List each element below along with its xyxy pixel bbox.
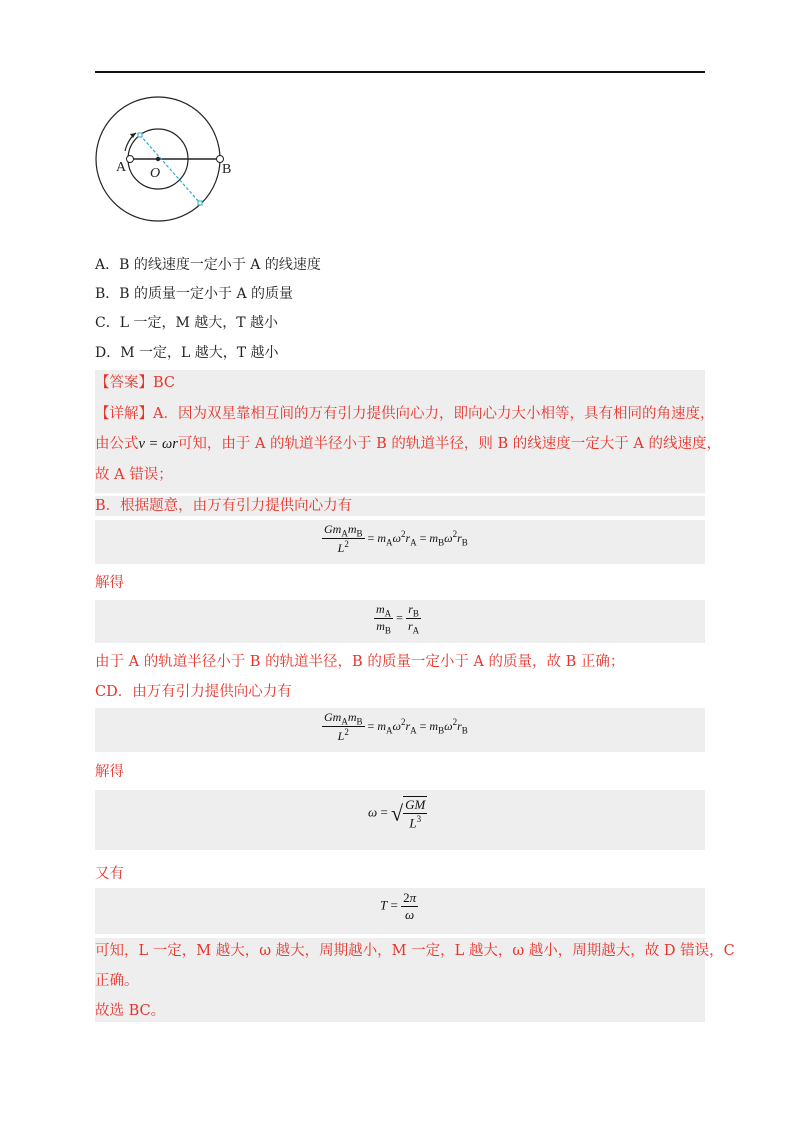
star-b-rotated — [198, 201, 202, 205]
equation-3: $\frac{Gm_Am_B}{L^2}$ = $m_A\omega^2r_A = m_B\omega^2r_B$ — [324, 710, 468, 744]
answer-label: 【答案】BC — [95, 375, 176, 391]
answer-block — [95, 370, 705, 493]
label-o: O — [150, 166, 161, 181]
option-b: B．B 的质量一定小于 A 的质量 — [95, 286, 294, 302]
detail-line-2 — [95, 434, 721, 454]
option-c: C．L 一定，M 越大，T 越小 — [95, 315, 279, 331]
solve-label-2: 解得 — [95, 764, 124, 780]
final-line-3: 故选 BC。 — [95, 1003, 166, 1019]
b-intro: B．根据题意，由万有引力提供向心力有 — [95, 496, 705, 516]
binary-star-diagram — [92, 95, 252, 225]
dashed-rotated-line — [140, 135, 200, 203]
star-a-rotated — [138, 133, 142, 137]
label-a: A — [116, 160, 127, 175]
header-rule — [95, 71, 705, 73]
formula-suffix: 可知，由于 A 的轨道半径小于 B 的轨道半径，则 B 的线速度一定大于 A 的线速度， — [177, 436, 721, 452]
equation-1: $\frac{Gm_Am_B}{L^2}$ = $m_A\omega^2r_A = m_B\omega^2r_B$ — [324, 522, 468, 556]
option-d: D．M 一定，L 越大，T 越小 — [95, 345, 279, 361]
equation-2: $\frac{m_A}{m_B}$ = $\frac{r_B}{r_A}$ — [376, 602, 420, 636]
solve-label-1: 解得 — [95, 575, 124, 591]
final-line-2: 正确。 — [95, 973, 139, 989]
option-a: A．B 的线速度一定小于 A 的线速度 — [95, 257, 321, 273]
detail-line-1: 【详解】A．因为双星靠相互间的万有引力提供向心力，即向心力大小相等，具有相同的角速度， — [95, 406, 715, 422]
formula-prefix: 由公式 — [95, 436, 139, 452]
formula-v-omega-r: v = ωr — [138, 436, 178, 452]
label-b: B — [222, 162, 232, 177]
detail-line-3: 故 A 错误； — [95, 467, 173, 483]
star-a — [127, 156, 134, 163]
b-conclusion: 由于 A 的轨道半径小于 B 的轨道半径，B 的质量一定小于 A 的质量，故 B 正确； — [95, 654, 625, 670]
also-label: 又有 — [95, 866, 124, 882]
center-o — [156, 157, 160, 161]
final-line-1: 可知，L 一定，M 越大，ω 越大，周期越小，M 一定，L 越大，ω 越小，周期越大，故 D 错误，C — [95, 943, 735, 959]
equation-4: ω = √ $\frac{GM}{L^3}$ — [368, 797, 426, 831]
equation-5: T = $\frac{2\pi}{\omega}$ — [380, 890, 417, 922]
cd-intro: CD．由万有引力提供向心力有 — [95, 684, 292, 700]
